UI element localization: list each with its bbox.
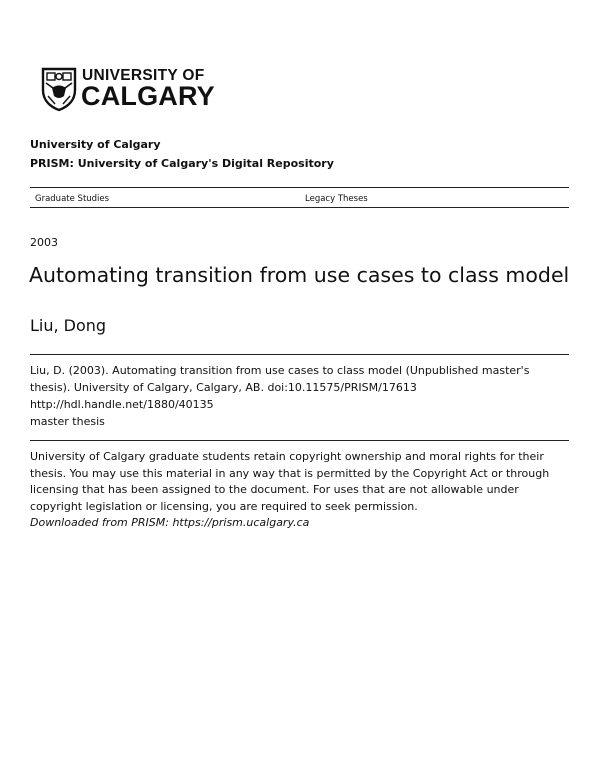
citation-block (30, 362, 529, 430)
rights-line: thesis. You may use this material in any way that is permitted by the Copyright Act or through (30, 466, 550, 480)
rights-line: licensing that has been assigned to the document. For uses that are not allowable under (30, 483, 519, 497)
citation-line: thesis). University of Calgary, Calgary, AB. doi:10.11575/PRISM/17613 (30, 381, 417, 394)
institution-name: University of Calgary (30, 138, 161, 151)
rights-statement (30, 449, 549, 532)
logo-text-line2: CALGARY (81, 81, 215, 111)
author-name: Liu, Dong (30, 316, 107, 335)
collection-legacy-theses[interactable]: Legacy Theses (305, 194, 368, 204)
divider (30, 207, 569, 208)
divider (30, 187, 569, 188)
logo-text-line1: UNIVERSITY OF (82, 67, 205, 84)
rights-line: University of Calgary graduate students retain copyright ownership and moral rights for their (30, 450, 544, 463)
divider (30, 440, 569, 441)
divider (30, 354, 569, 355)
document-title: Automating transition from use cases to class model (29, 263, 570, 287)
collection-graduate-studies[interactable]: Graduate Studies (35, 194, 110, 204)
handle-link[interactable]: http://hdl.handle.net/1880/40135 (30, 398, 214, 411)
publication-year: 2003 (30, 236, 58, 249)
repository-name: PRISM: University of Calgary's Digital Repository (30, 157, 334, 170)
citation-line: Liu, D. (2003). Automating transition from use cases to class model (Unpublished master's (30, 364, 530, 377)
rights-line: copyright legislation or licensing, you are required to seek permission. (30, 499, 418, 513)
document-type: master thesis (30, 415, 105, 428)
university-logo (40, 66, 215, 114)
downloaded-from-link[interactable]: Downloaded from PRISM: https://prism.ucalgary.ca (30, 516, 310, 530)
crest-icon (40, 66, 78, 112)
